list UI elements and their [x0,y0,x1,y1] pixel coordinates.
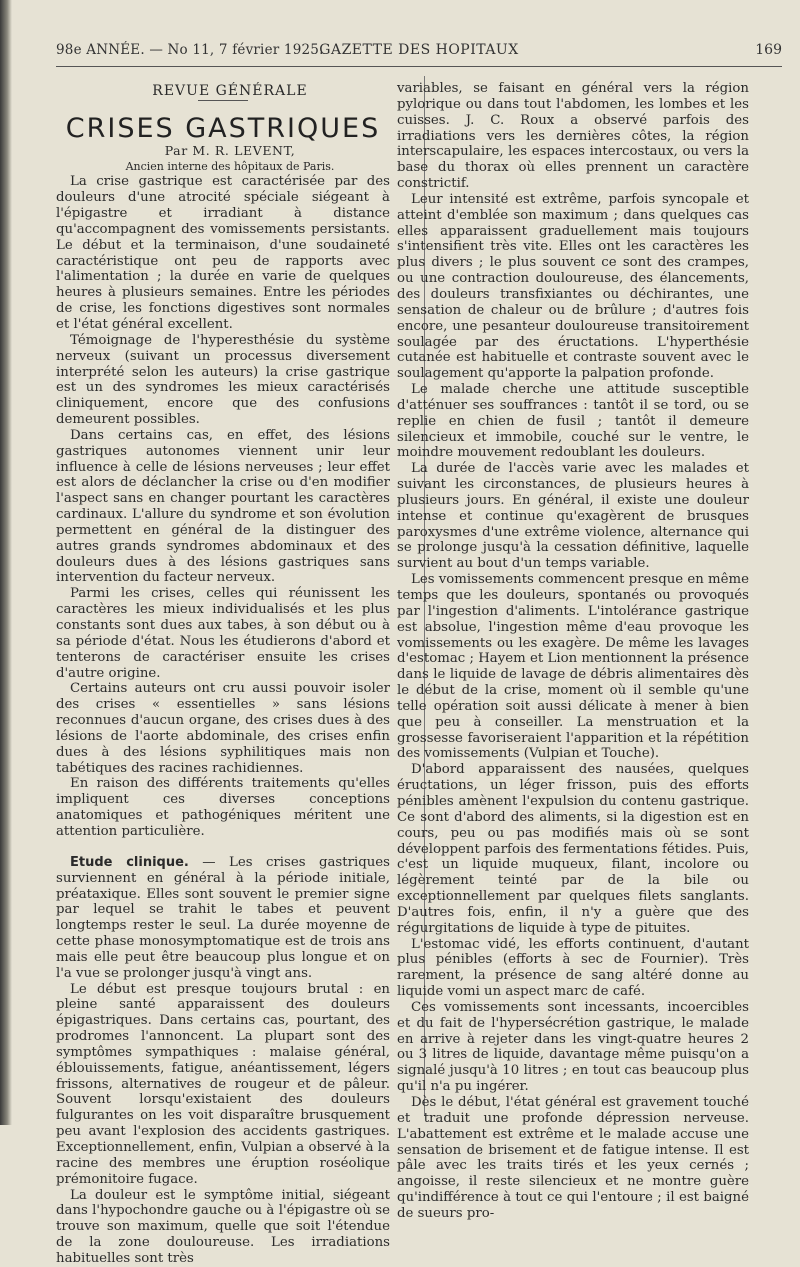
page-number: 169 [755,42,782,58]
page [30,0,785,1266]
paragraph: Parmi les crises, celles qui réunissent les caractères les mieux individualisés et les plus constants sont dues aux tabes, à son début ou à sa période d'état. Nous les étudierons d'abord et tenterons de caractériser ensuite les crises d'autre origine. [56,586,390,681]
paragraph: La crise gastrique est caractérisée par des douleurs d'une atrocité spéciale siégeant à l'épigastre et irradiant à distance qu'accompagnent des vomissements persistants. Le début et la terminaison, d'une soudaineté caractéristique ont peu de rapports avec l'alimentation ; la durée en varie de quelques heures à plusieurs semaines. Entre les périodes de crise, les fonctions digestives sont normales et l'état général excellent. [56,174,390,332]
issue-info: 98e ANNÉE. — No 11, 7 février 1925. [56,42,324,58]
paragraph: Les vomissements commencent presque en même temps que les douleurs, spontanés ou provoqués par l'ingestion d'aliments. L'intolérance gastrique est absolue, l'ingestion même d'eau provoque les vomissements ou les exagère. De même les lavages d'estomac ; Hayem et Lion mentionnent la présence dans le liquide de lavage de débris alimentaires dès le début de la crise, moment où il semble qu'une telle opération soit aussi délicate à mener à bien que peu à conseiller. La menstruation et la grossesse favoriseraient l'apparition et la répétition des vomissements (Vulpian et Touche). [397,572,749,762]
clinical-text: — Les crises gastriques surviennent en général à la période initiale, préataxique. Elles sont souvent le premier signe par lequel se trahit le tabes et peuvent longtemps rester le seul. La durée moyenne de cette phase monosymptomatique est de trois ans mais elle peut être beaucoup plus longue et on l'a vue se prolonger jusqu'à vingt ans. [56,854,390,981]
paragraph: La durée de l'accès varie avec les malades et suivant les circonstances, de plusieurs heures à plusieurs jours. En général, il existe une douleur intense et continue qu'exagèrent de brusques paroxysmes d'une extrême violence, alternance qui se prolonge jusqu'à la cessation définitive, laquelle survient au bout d'un temps variable. [397,461,749,572]
right-column [397,81,749,1222]
binding-edge [0,0,12,1125]
journal-name: GAZETTE DES HOPITAUX [319,42,519,58]
author-byline: Par M. R. LEVENT, [164,142,296,158]
paragraph: Ces vomissements sont incessants, incoercibles et du fait de l'hypersécrétion gastrique, le malade en arrive à rejeter dans les vingt-quatre heures 2 ou 3 litres de liquide, davantage même puisqu'on a signalé jusqu'à 10 litres ; en tout cas beaucoup plus qu'il n'a pu ingérer. [397,999,749,1095]
title-rule [198,100,248,101]
paragraph: Leur intensité est extrême, parfois syncopale et atteint d'emblée son maximum ; dans quelques cas elles apparaissent graduellement mais toujours s'intensifient très vite. Elles ont les caractères les plus divers ; le plus souvent ce sont des crampes, ou une contraction douloureuse, des élancements, des douleurs transfixiantes ou déchirantes, une sensation de chaleur ou de brûlure ; d'autres fois encore, une pesanteur douloureuse transitoirement soulagée par des éructations. L'hyperthésie cutanée est habituelle et contraste souvent avec le soulagement qu'apporte la palpation profonde. [397,191,749,382]
paragraph: Dans certains cas, en effet, des lésions gastriques autonomes viennent unir leur influence à celle de lésions nerveuses ; leur effet est alors de déclancher la crise ou d'en modifier l'aspect sans en changer pourtant les caractères cardinaux. L'allure du syndrome et son évolution permettent en général de la distinguer des autres grands syndromes abdominaux et des douleurs dues à des lésions gastriques sans intervention du facteur nerveux. [56,427,390,586]
paragraph: D'abord apparaissent des nausées, quelques éructations, un léger frisson, puis des efforts pénibles amènent l'expulsion du contenu gastrique. Ce sont d'abord des aliments, si la digestion est en cours, peu ou pas modifiés mais où se sont développent parfois des fermentations fétides. Puis, c'est un liquide muqueux, filant, incolore ou légèrement teinté par de la bile ou exceptionnellement par quelques filets sanglants. D'autres fois, enfin, il n'y a guère que des régurgitations de liquide à type de pituites. [397,762,749,936]
paragraph: La douleur est le symptôme initial, siégeant dans l'hypochondre gauche ou à l'épigastre où se trouve son maximum, quelle que soit l'étendue de la zone douloureuse. Les irradiations habituelles sont très [56,1187,390,1266]
paragraph: Le début est presque toujours brutal : en pleine santé apparaissent des douleurs épigastriques. Dans certains cas, pourtant, des prodromes l'annoncent. La plupart sont des symptômes sympathiques : malaise général, éblouissements, fatigue, anéantissement, légers frissons, alternatives de rougeur et de pâleur. Souvent lorsqu'existaient des douleurs fulgurantes on les voit disparaître brusquement peu avant l'explosion des accidents gastriques. Exceptionnellement, enfin, Vulpian a observé à la racine des membres une éruption roséolique prémonitoire fugace. [56,981,390,1187]
paragraph: Dès le début, l'état général est gravement touché et traduit une profonde dépression nerveuse. L'abattement est extrême et le malade accuse une sensation de brisement et de fatigue intense. Il est pâle avec les traits tirés et les yeux cernés ; angoisse, il reste silencieux et ne montre guère qu'indifférence à tout ce qui l'entoure ; il est baigné de sueurs pro- [397,1095,749,1221]
paragraph: Le malade cherche une attitude susceptible d'atténuer ses souffrances : tantôt il se tord, ou se replie en chien de fusil ; tantôt il demeure silencieux et immobile, couché sur le ventre, le moindre mouvement redoublant les douleurs. [397,382,749,461]
paragraph: variables, se faisant en général vers la région pylorique ou dans tout l'abdomen, les lombes et les cuisses. J. C. Roux a observé parfois des irradiations vers les dernières côtes, la région interscapulaire, les espaces intercostaux, ou vers la base du thorax où elles prennent un caractère constrictif. [397,81,749,192]
paragraph: Témoignage de l'hyperesthésie du système nerveux (suivant un processus diversement interprété selon les auteurs) la crise gastrique est un des syndromes les mieux caractérisés cliniquement, encore que des confusions demeurent possibles. [56,332,390,428]
paragraph: En raison des différents traitements qu'elles impliquent ces diverses conceptions anatomiques et pathogéniques méritent une attention particulière. [56,776,390,839]
header-rule [56,66,782,67]
paragraph: Certains auteurs ont cru aussi pouvoir isoler des crises « essentielles » sans lésions reconnues d'aucun organe, des crises dues à des lésions de l'aorte abdominale, des crises enfin dues à des lésions syphilitiques mais non tabétiques des racines rachidiennes. [56,681,390,776]
author-affiliation: Ancien interne des hôpitaux de Paris. [125,159,335,173]
clinical-paragraph [56,855,390,982]
article-title: CRISES GASTRIQUES [65,112,381,144]
paragraph: L'estomac vidé, les efforts continuent, d'autant plus pénibles (efforts à sec de Fournier). Très rarement, la présence de sang altéré donne au liquide vomi un aspect marc de café. [397,936,749,1000]
running-header [56,42,782,64]
section-title: REVUE GÉNÉRALE [152,83,308,99]
left-column [56,84,390,1267]
subsection-heading: Etude clinique. [70,854,189,870]
